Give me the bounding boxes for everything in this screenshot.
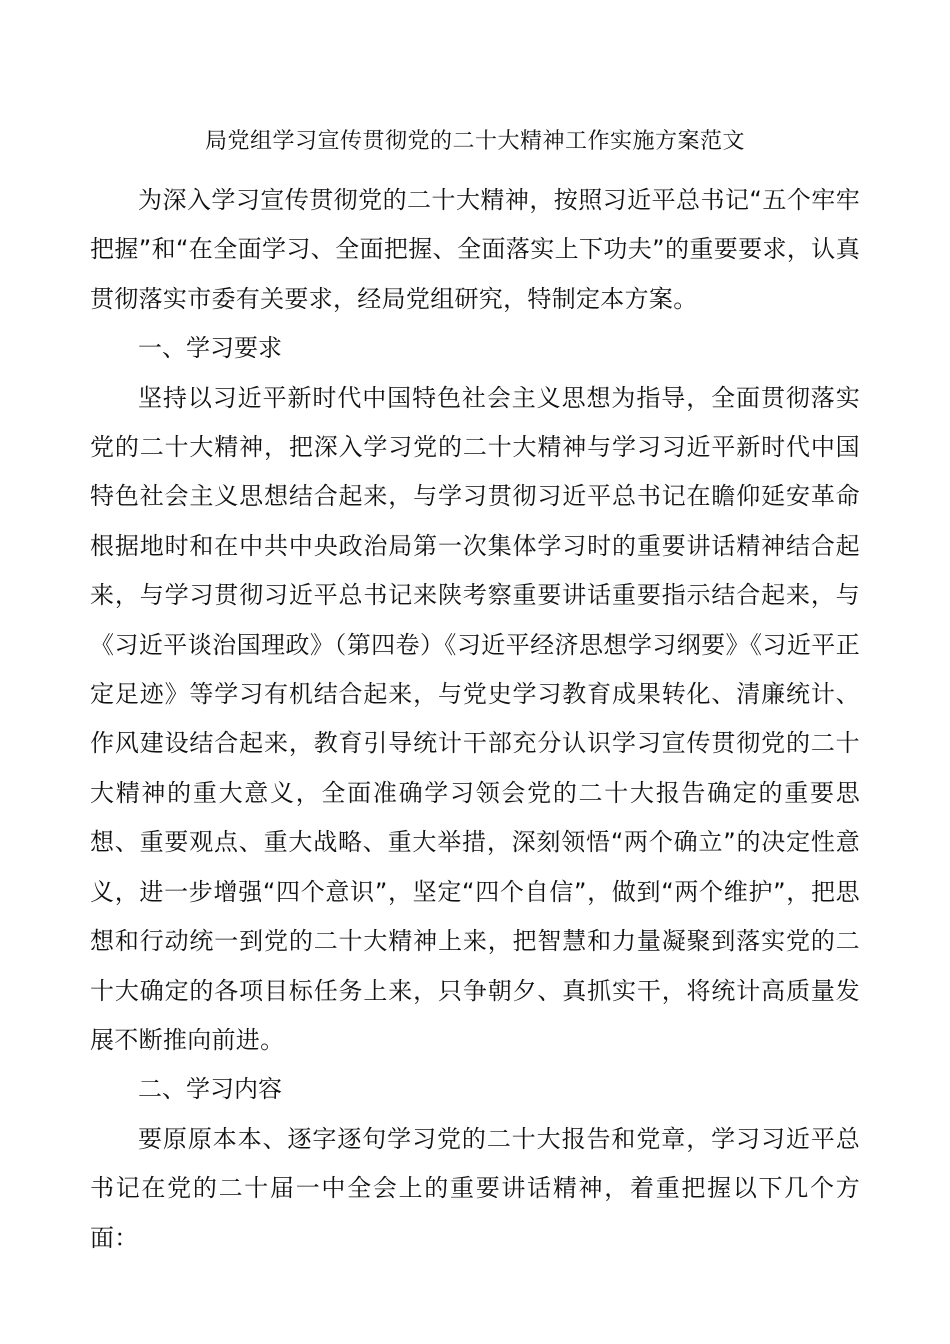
section-heading-content: 二、学习内容 (138, 1075, 282, 1104)
section-paragraph-content: 要原原本本、逐字逐句学习党的二十大报告和党章，学习习近平总书记在党的二十届一中全会上的重要讲话精神，着重把握以下几个方面： (90, 1124, 860, 1252)
section-paragraph-requirements: 坚持以习近平新时代中国特色社会主义思想为指导，全面贯彻落实党的二十大精神，把深入学习党的二十大精神与学习习近平新时代中国特色社会主义思想结合起来，与学习贯彻习近平总书记在瞻仰延安革命根据地时和在中共中央政治局第一次集体学习时的重要讲话精神结合起来，与学习贯彻习近平总书记来陕考察重要讲话重要指示结合起来，与《习近平谈治国理政》（第四卷）《习近平经济思想学习纲要》《习近平正定足迹》等学习有机结合起来，与党史学习教育成果转化、清廉统计、作风建设结合起来，教育引导统计干部充分认识学习宣传贯彻党的二十大精神的重大意义，全面准确学习领会党的二十大报告确定的重要思想、重要观点、重大战略、重大举措，深刻领悟“两个确立”的决定性意义，进一步增强“四个意识”，坚定“四个自信”，做到“两个维护”，把思想和行动统一到党的二十大精神上来，把智慧和力量凝聚到落实党的二十大确定的各项目标任务上来，只争朝夕、真抓实干，将统计高质量发展不断推向前进。 (90, 383, 860, 1054)
intro-paragraph: 为深入学习宣传贯彻党的二十大精神，按照习近平总书记“五个牢牢把握”和“在全面学习、全面把握、全面落实上下功夫”的重要要求，认真贯彻落实市委有关要求，经局党组研究，特制定本方案。 (90, 186, 860, 313)
section-heading-requirements: 一、学习要求 (138, 334, 282, 363)
document-body (90, 176, 860, 1263)
document-title: 局党组学习宣传贯彻党的二十大精神工作实施方案范文 (204, 129, 745, 154)
